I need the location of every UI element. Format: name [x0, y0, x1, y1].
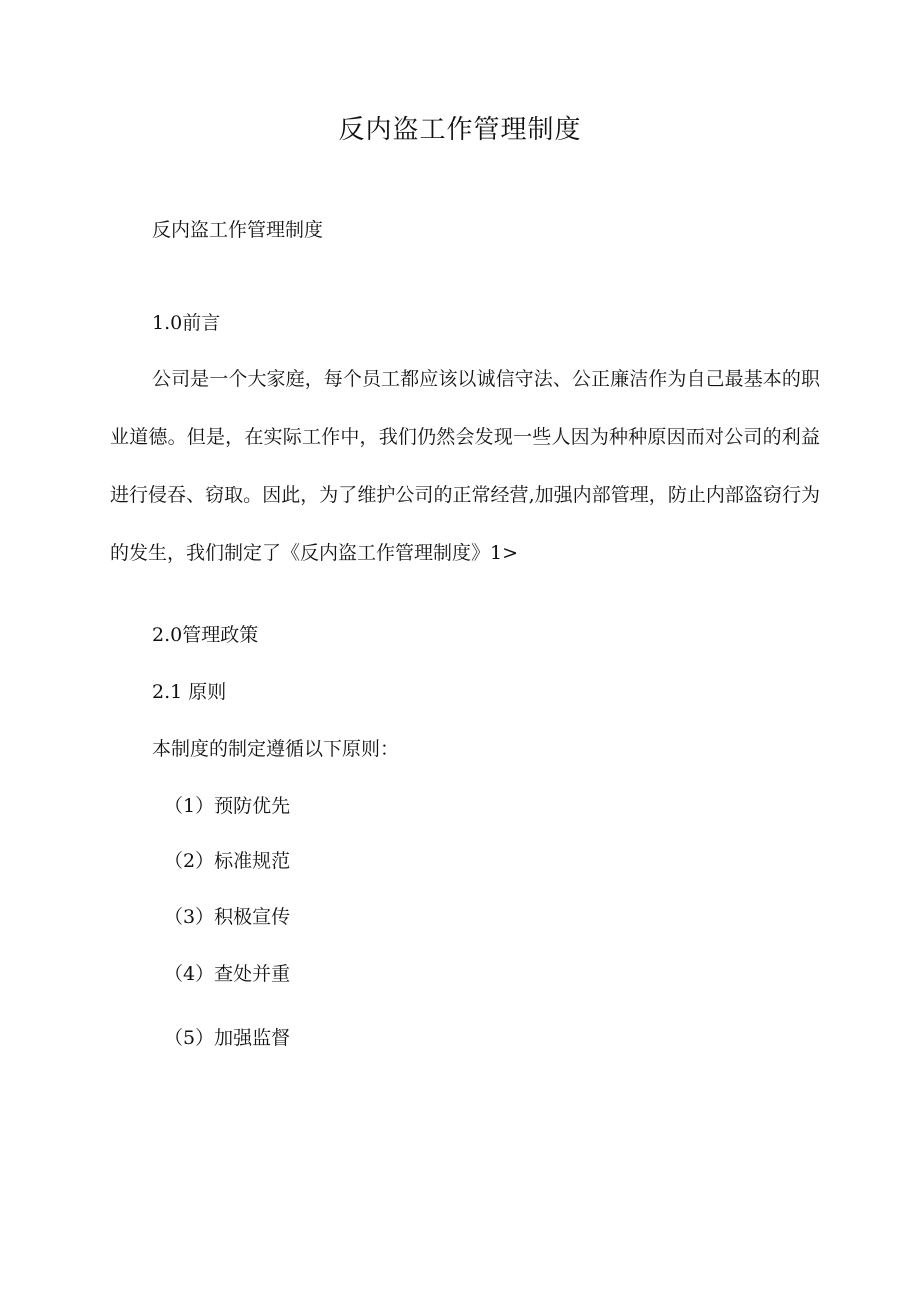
principle-item-1: （1）预防优先 [164, 795, 291, 817]
principles-intro: 本制度的制定遵循以下原则： [152, 738, 400, 760]
principle-item-3: （3）积极宣传 [164, 906, 291, 928]
section1-paragraph: 公司是一个大家庭，每个员工都应该以诚信守法、公正廉洁作为自己最基本的职业道德。但是，在实际工作中，我们仍然会发现一些人因为种种原因而对公司的利益进行侵吞、窃取。因此，为了维护公司的正常经营,加强内部管理，防止内部盗窃行为的发生，我们制定了《反内盗工作管理制度》1> [110, 368, 820, 564]
principle-item-4: （4）查处并重 [164, 963, 291, 985]
document-title: 反内盗工作管理制度 [338, 115, 582, 145]
section1-heading: 1.0前言 [152, 312, 221, 334]
principle-item-2: （2）标准规范 [164, 850, 291, 872]
section2-subheading: 2.1 原则 [152, 681, 227, 703]
principle-item-5: （5）加强监督 [164, 1027, 291, 1049]
section2-heading: 2.0管理政策 [152, 624, 259, 646]
document-subtitle: 反内盗工作管理制度 [152, 219, 324, 241]
